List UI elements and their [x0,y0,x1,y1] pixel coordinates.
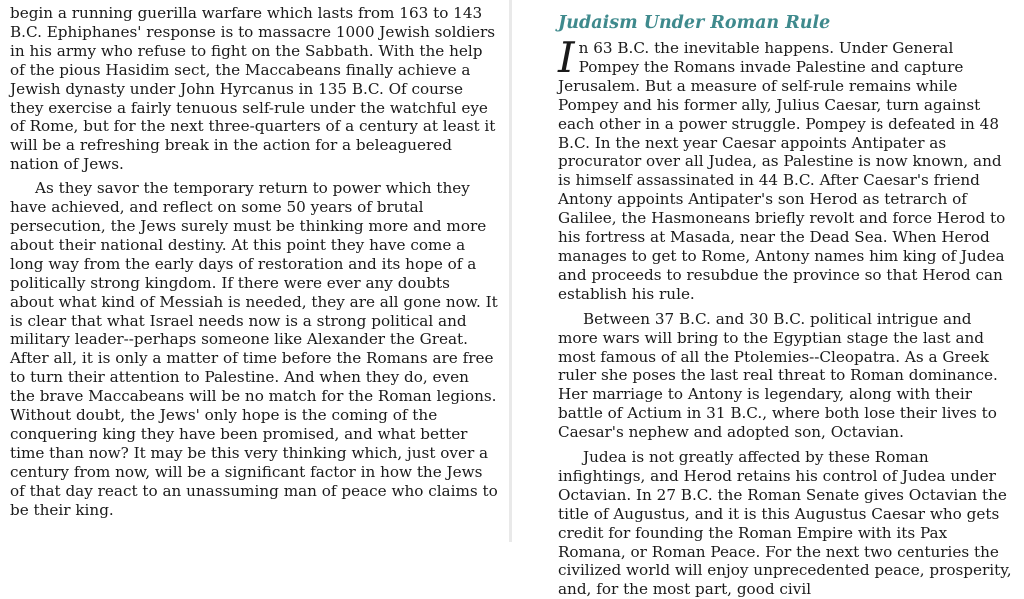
right-paragraph-1-text: n 63 B.C. the inevitable happens. Under General Pompey the Romans invade Palestine and capture Jerusalem. But a measure of self-rule remains while Pompey and his former ally, Julius Caesar, turn against each other in a power struggle. Pompey is defeated in 48 B.C. In the next year Caesar appoints Antipater as procurator over all Judea, as Palestine is now known, and is himself assassinated in 44 B.C. After Caesar's friend Antony appoints Antipater's son Herod as tetrarch of Galilee, the Hasmoneans briefly revolt and force Herod to his fortress at Masada, near the Dead Sea. When Herod manages to get to Rome, Antony names him king of Judea and proceeds to resubdue the province so that Herod can establish his rule. [558,39,1006,303]
right-page-text [558,33,1016,599]
left-page-text [10,4,498,519]
right-page [512,0,1024,599]
left-paragraph-2: As they savor the temporary return to power which they have achieved, and reflect on some 50 years of brutal persecution, the Jews surely must be thinking more and more about their national destiny. At this point they have come a long way from the early days of restoration and its hope of a politically strong kingdom. If there were ever any doubts about what kind of Messiah is needed, they are all gone now. It is clear that what Israel needs now is a strong political and military leader--perhaps someone like Alexander the Great. After all, it is only a matter of time before the Romans are free to turn their attention to Palestine. And when they do, even the brave Maccabeans will be no match for the Roman legions. Without doubt, the Jews' only hope is the coming of the conquering king they have been promised, and what better time than now? It may be this very thinking which, just over a century from now, will be a significant factor in how the Jews of that day react to an unassuming man of peace who claims to be their king. [10,179,498,519]
left-page [0,0,508,542]
left-paragraph-1: begin a running guerilla warfare which lasts from 163 to 143 B.C. Ephiphanes' response is to massacre 1000 Jewish soldiers in his army who refuse to fight on the Sabbath. With the help of the pious Hasidim sect, the Maccabeans finally achieve a Jewish dynasty under John Hyrcanus in 135 B.C. Of course they exercise a fairly tenuous self-rule under the watchful eye of Rome, but for the next three-quarters of a century at least it will be a refreshing break in the action for a beleaguered nation of Jews. [10,4,496,174]
section-title: Judaism Under Roman Rule [558,13,831,33]
drop-cap: I [558,33,575,82]
right-paragraph-2: Between 37 B.C. and 30 B.C. political intrigue and more wars will bring to the Egyptian stage the last and most famous of all the Ptolemies--Cleopatra. As a Greek ruler she poses the last real threat to Roman dominance. Her marriage to Antony is legendary, along with their battle of Actium in 31 B.C., where both lose their lives to Caesar's nephew and adopted son, Octavian. [558,309,998,442]
right-paragraph-1 [558,33,1016,304]
right-paragraph-3: Judea is not greatly affected by these Roman infightings, and Herod retains his control of Judea under Octavian. In 27 B.C. the Roman Senate gives Octavian the title of Augustus, and it is this Augustus Caesar who gets credit for founding the Roman Empire with its Pax Romana, or Roman Peace. For the next two centuries the civilized world will enjoy unprecedented peace, prosperity, and, for the most part, good civil [558,448,1012,599]
